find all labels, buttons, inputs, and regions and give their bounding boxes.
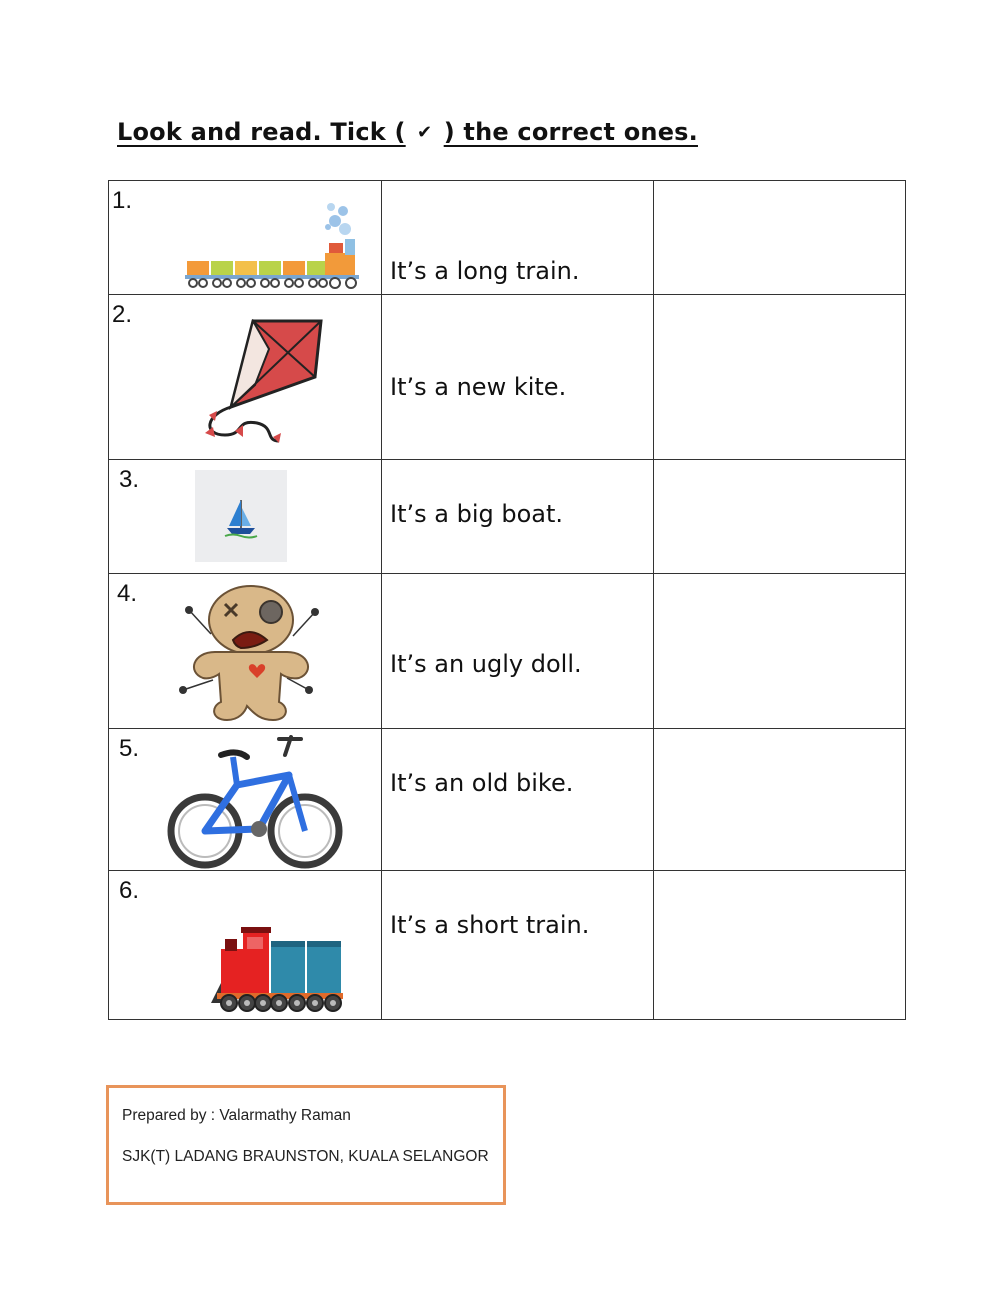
kite-icon: [195, 319, 325, 447]
title-text-end: ) the correct ones.: [443, 118, 698, 146]
sentence-text: It’s an old bike.: [390, 769, 574, 797]
row-number: 2.: [112, 301, 133, 328]
author-footer: [106, 1085, 506, 1205]
table-row: [109, 295, 906, 460]
row-number: 1.: [112, 187, 133, 214]
table-row: [109, 729, 906, 871]
sentence-cell: [382, 295, 654, 460]
bike-icon: [167, 735, 343, 869]
table-row: [109, 871, 906, 1020]
picture-cell: [109, 729, 382, 871]
tick-answer-box[interactable]: [654, 729, 905, 870]
worksheet-title: [117, 118, 698, 146]
picture-cell: [109, 871, 382, 1020]
row-number: 3.: [119, 466, 140, 493]
tick-answer-cell[interactable]: [654, 729, 906, 871]
tick-answer-cell[interactable]: [654, 460, 906, 574]
picture-cell: [109, 295, 382, 460]
tick-answer-cell[interactable]: [654, 181, 906, 295]
tick-answer-box[interactable]: [654, 871, 905, 1019]
tick-answer-box[interactable]: [654, 295, 905, 459]
doll-icon: [175, 582, 329, 726]
tick-answer-box[interactable]: [654, 460, 905, 573]
tick-answer-cell[interactable]: [654, 574, 906, 729]
sentence-text: It’s a big boat.: [390, 500, 564, 528]
tick-icon: ✔: [417, 122, 433, 143]
sentence-cell: [382, 181, 654, 295]
prepared-by-text: Prepared by : Valarmathy Raman: [122, 1107, 351, 1124]
long-train-icon: [185, 199, 365, 291]
table-row: [109, 181, 906, 295]
title-text-start: Look and read. Tick (: [117, 118, 406, 146]
sentence-text: It’s a new kite.: [390, 373, 567, 401]
sentence-text: It’s a short train.: [390, 911, 590, 939]
row-number: 5.: [119, 735, 140, 762]
tick-answer-box[interactable]: [654, 181, 905, 294]
tick-answer-cell[interactable]: [654, 295, 906, 460]
sentence-cell: [382, 460, 654, 574]
school-name-text: SJK(T) LADANG BRAUNSTON, KUALA SELANGOR: [122, 1148, 489, 1165]
tick-answer-box[interactable]: [654, 574, 905, 728]
sentence-text: It’s an ugly doll.: [390, 650, 582, 678]
worksheet-table: [108, 180, 906, 1020]
tick-answer-cell[interactable]: [654, 871, 906, 1020]
table-row: [109, 460, 906, 574]
picture-cell: [109, 460, 382, 574]
picture-cell: [109, 181, 382, 295]
sentence-cell: [382, 574, 654, 729]
sentence-text: It’s a long train.: [390, 257, 580, 285]
table-row: [109, 574, 906, 729]
sentence-cell: [382, 729, 654, 871]
picture-cell: [109, 574, 382, 729]
row-number: 4.: [117, 580, 138, 607]
short-train-icon: [207, 927, 343, 1013]
sentence-cell: [382, 871, 654, 1020]
row-number: 6.: [119, 877, 140, 904]
sailboat-icon: [195, 470, 287, 562]
